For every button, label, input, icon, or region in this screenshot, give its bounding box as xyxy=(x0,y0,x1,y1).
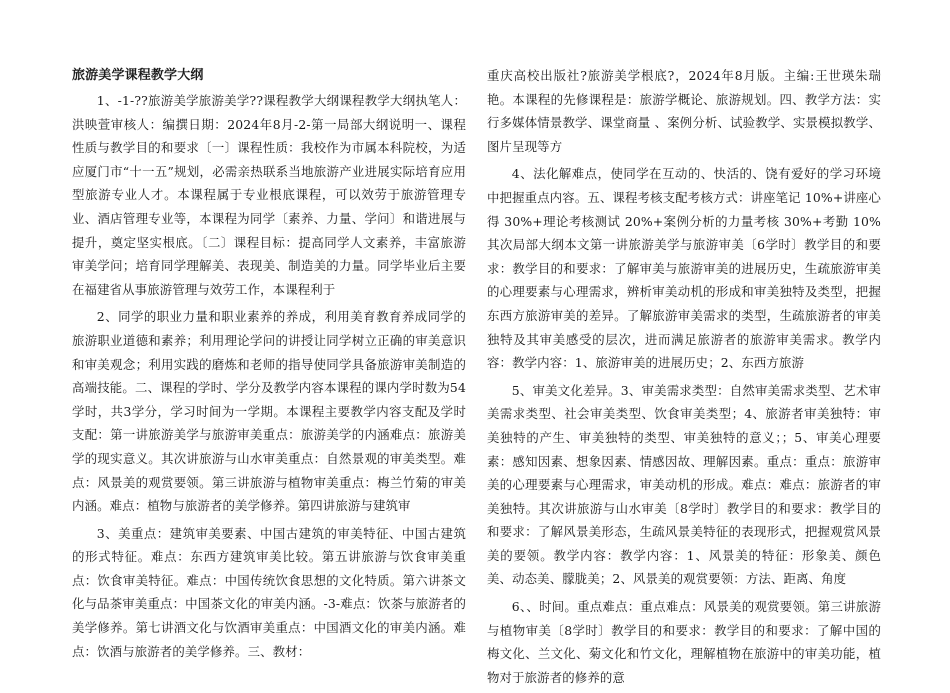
paragraph: 6、、时间。重点难点：重点难点：风景美的观赏要领。第三讲旅游与植物审美〔8学时〕教学目的和要求：教学目的和要求：了解中国的梅文化、兰文化、菊文化和竹文化，理解植物在旅游中的审美功能，植物对于旅游者的修养的意 xyxy=(487,599,881,685)
paragraph: 重庆高校出版社?旅游美学根底?，2024年8月版。主编:王世瑛朱瑞艳。本课程的先修课程是：旅游学概论、旅游规划。四、教学方法：实行多媒体情景教学、课堂商量 、案例分析、试验教学、实景模拟教学、图片呈现等方 xyxy=(487,68,881,154)
left-column xyxy=(72,64,466,667)
paragraph: 1、-1-??旅游美学旅游美学??课程教学大纲课程教学大纲执笔人：洪映萱审核人：编撰日期：2024年8月-2-第一局部大纲说明一、课程性质与教学目的和要求〔一〕课程性质：我校作为市属本科院校，为适应厦门市“十一五”规划，必需亲热联系当地旅游产业进展实际培育应用型旅游专业人才。本课程属于专业根底课程，可以效劳于旅游管理专业、酒店管理专业等，本课程为同学〔素养、力量、学问〕和谐进展与提升，奠定坚实根底。〔二〕课程目标：提高同学人文素养，丰富旅游审美学问；培育同学理解美、表现美、制造美的力量。同学毕业后主要在福建省从事旅游管理与效劳工作，本课程利于 xyxy=(72,93,466,297)
paragraph: 3、美重点：建筑审美要素、中国古建筑的审美特征、中国古建筑的形式特征。难点：东西方建筑审美比较。第五讲旅游与饮食审美重点：饮食审美特征。难点：中国传统饮食思想的文化特质。第六讲茶文化与品茶审美重点：中国茶文化的审美内涵。-3-难点：饮茶与旅游者的美学修养。第七讲酒文化与饮酒审美重点：中国酒文化的审美内涵。难点：饮酒与旅游者的美学修养。三、教材： xyxy=(72,525,466,659)
right-column xyxy=(487,64,881,693)
paragraph: 4、法化解难点，使同学在互动的、快活的、饶有爱好的学习环境中把握重点内容。五、课程考核支配考核方式：讲座笔记 10%+讲座心得 30%+理论考核测试 20%+案例分析的力量考核 30%+考勤 10%其次局部大纲本文第一讲旅游美学与旅游审美〔6学时〕教学目的和要求：教学目的和要求：了解审美与旅游审美的进展历史，生疏旅游审美的心理要素与心理需求，辨析审美动机的形成和审美独特及类型，把握东西方旅游审美的差异。了解旅游审美需求的类型，生疏旅游者的审美独特及其审美感受的层次，进而满足旅游者的旅游审美需求。教学内容：教学内容：1、旅游审美的进展历史；2、东西方旅游 xyxy=(487,166,881,371)
paragraph: 2、同学的职业力量和职业素养的养成，利用美育教育养成同学的旅游职业道德和素养；利用理论学问的讲授让同学树立正确的审美意识和审美观念；利用实践的磨炼和老师的指导使同学具备旅游审美制造的高端技能。二、课程的学时、学分及教学内容本课程的课内学时数为54学时，共3学分，学习时间为一学期。本课程主要教学内容支配及学时支配：第一讲旅游美学与旅游审美重点：旅游美学的内涵难点：旅游美学的现实意义。其次讲旅游与山水审美重点：自然景观的审美类型。难点：风景美的观赏要领。第三讲旅游与植物审美重点：梅兰竹菊的审美内涵。难点：植物与旅游者的美学修养。第四讲旅游与建筑审 xyxy=(72,309,466,514)
document-title: 旅游美学课程教学大纲 xyxy=(72,68,204,83)
paragraph: 5、审美文化差异。3、审美需求类型：自然审美需求类型、艺术审美需求类型、社会审美类型、饮食审美类型；4、旅游者审美独特：审美独特的产生、审美独特的类型、审美独特的意义；；5、审美心理要素：感知因素、想象因素、情感因故、理解因素。重点：重点：旅游审美的心理要素与心理需求，审美动机的形成。难点：难点：旅游者的审美独特。其次讲旅游与山水审美〔8学时〕教学目的和要求：教学目的和要求：了解风景美形态，生疏风景美特征的表现形式，把握观赏风景美的要领。教学内容：教学内容：1、风景美的特征：形象美、颜色美、动态美、朦胧美；2、风景美的观赏要领：方法、距离、角度 xyxy=(487,382,881,587)
